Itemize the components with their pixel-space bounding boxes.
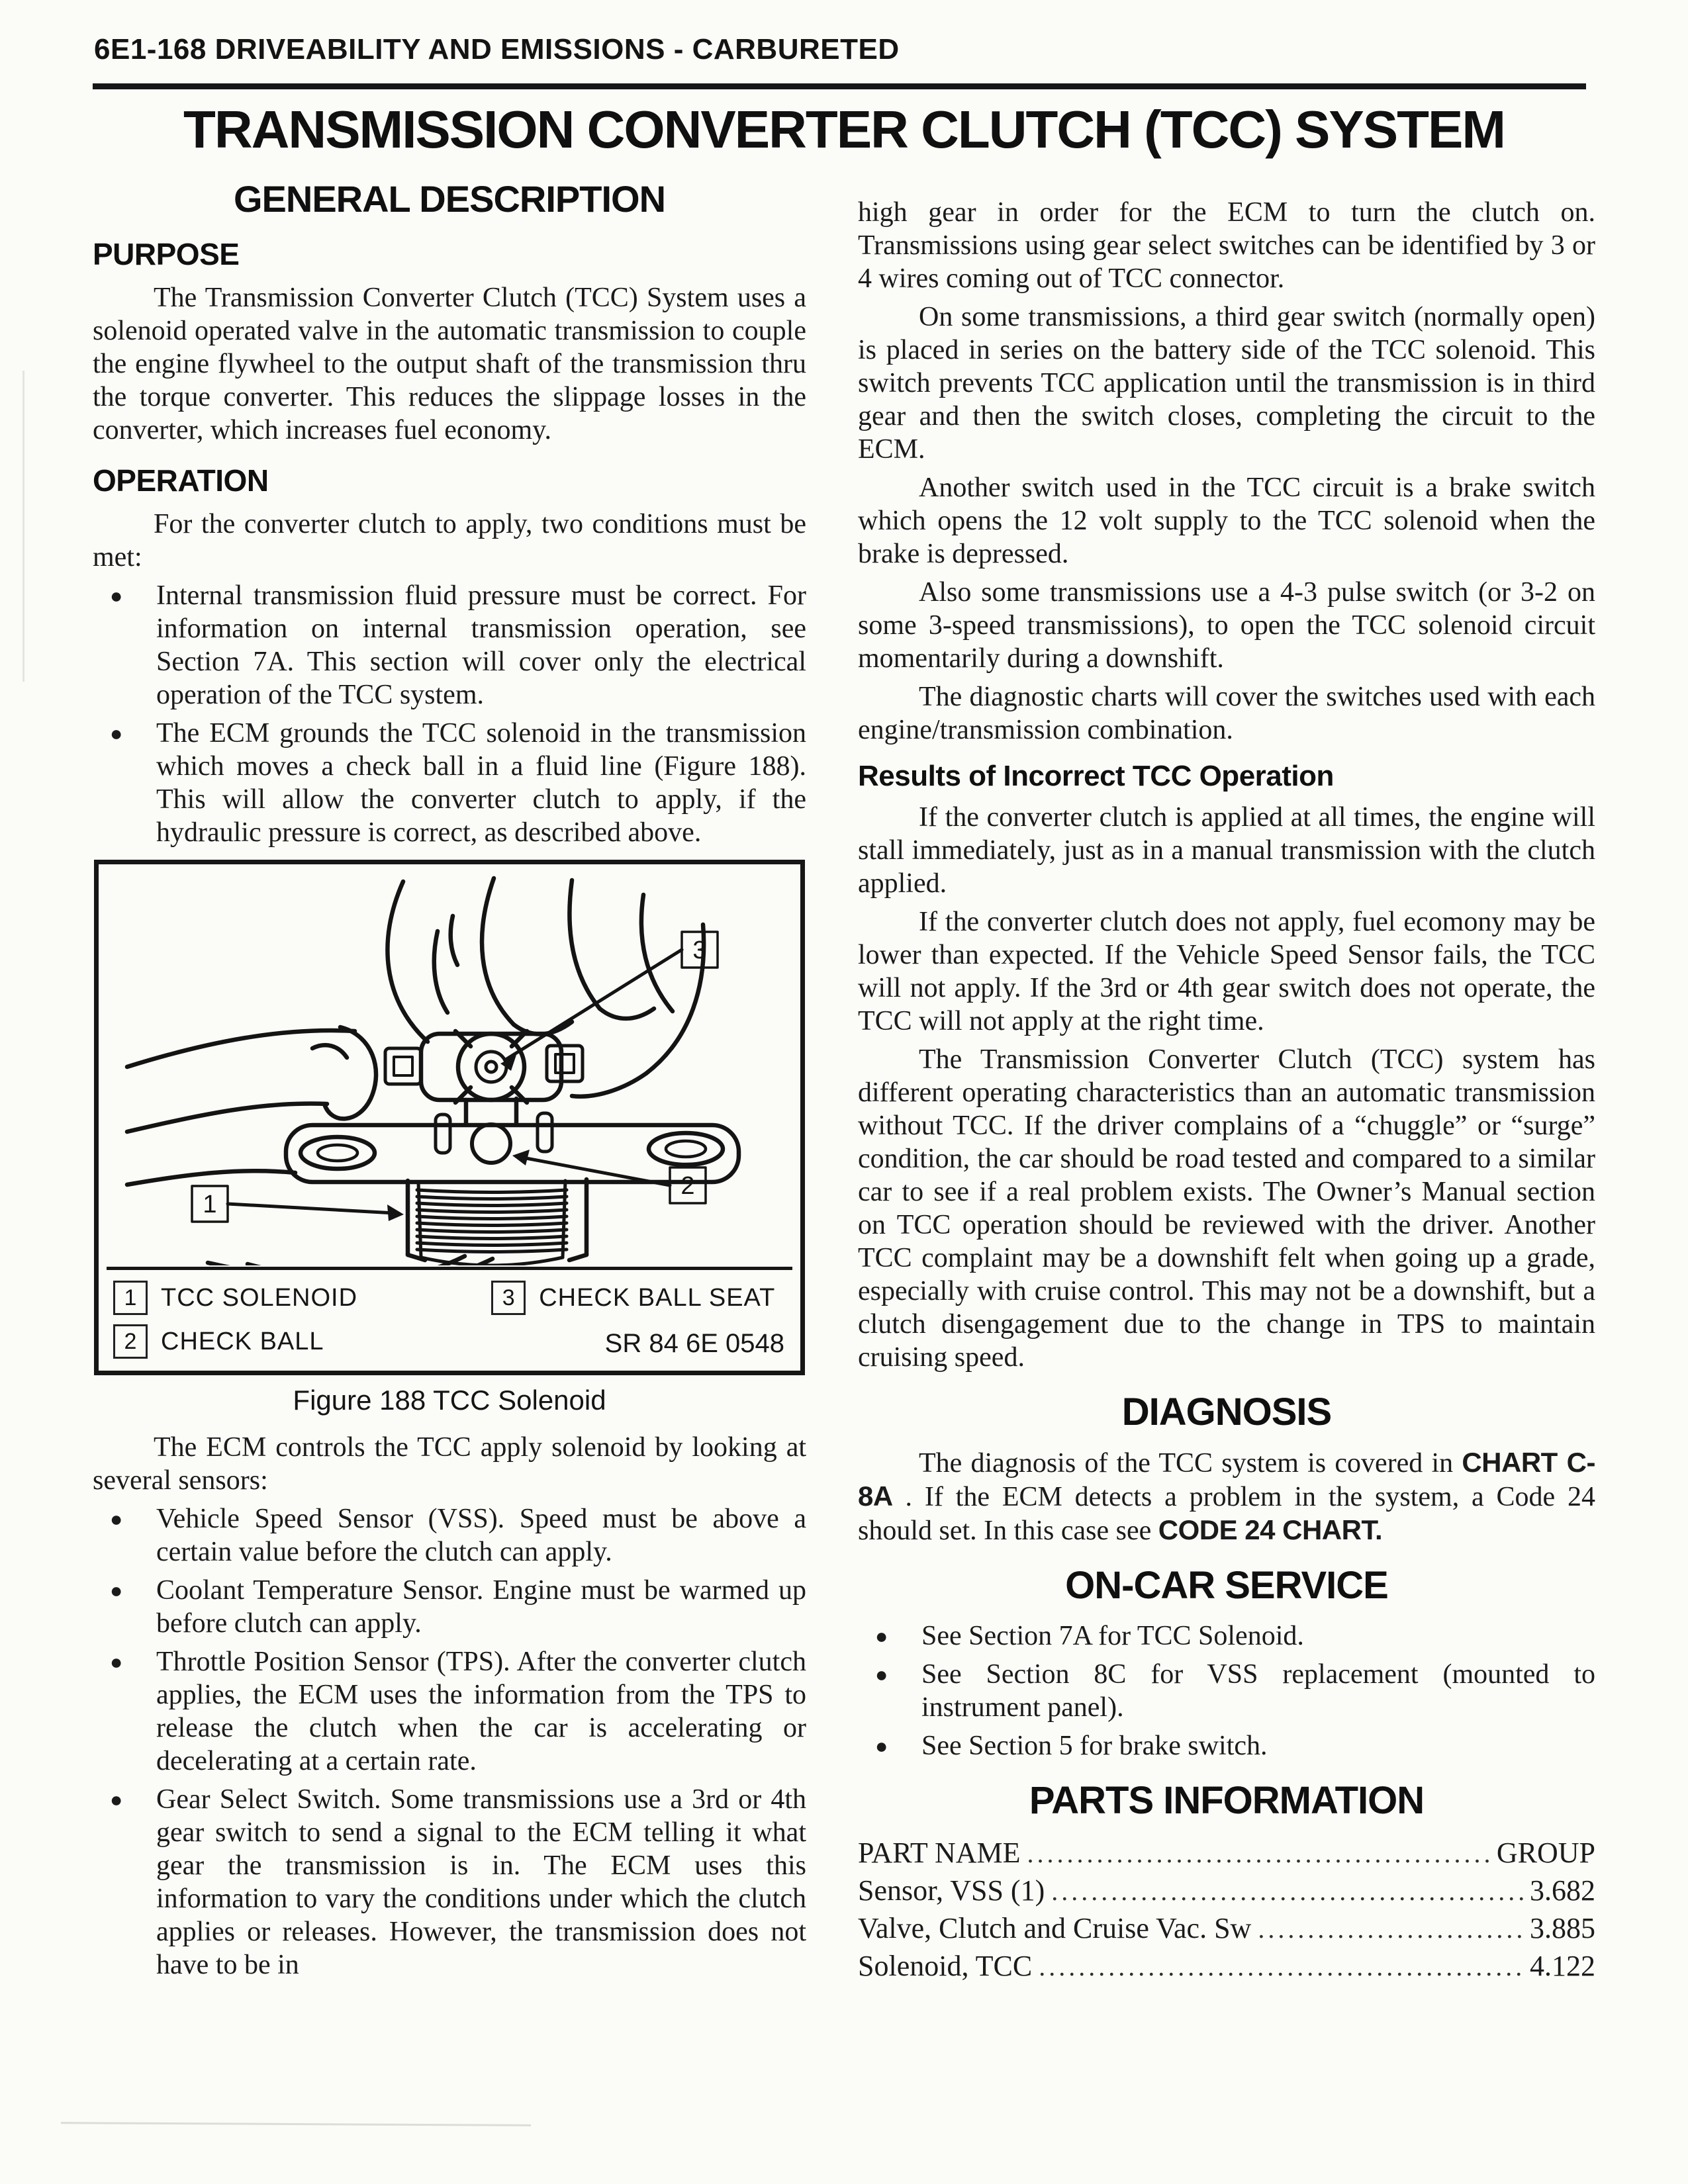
parts-information-heading: PARTS INFORMATION (1029, 1779, 1425, 1822)
list-item: ● Throttle Position Sensor (TPS). After the converter clutch applies, the ECM uses the information from the TPS to release the clutch when the car is accelerating or decelerating at a certain rate. (93, 1645, 806, 1778)
dot-leader (1051, 1872, 1523, 1910)
third-gear-switch-paragraph: On some transmissions, a third gear switch (normally open) is placed in series on the battery side of the TCC solenoid. This switch prevents TCC application until the transmission is in third gear and then the switch closes, completing the circuit to the ECM. (858, 302, 1595, 465)
page-header: 6E1-168 DRIVEABILITY AND EMISSIONS - CARBURETED (94, 33, 900, 66)
diagnostic-charts-paragraph: The diagnostic charts will cover the switches used with each engine/transmission combination. (858, 682, 1595, 745)
dot-leader (1258, 1910, 1523, 1948)
figure-188-box (94, 860, 805, 1375)
parts-header-row: PART NAME ..... GROUP (858, 1835, 1595, 1872)
legend-item: 3 CHECK BALL SEAT (491, 1281, 788, 1315)
figure-caption: Figure 188 TCC Solenoid (293, 1385, 606, 1416)
bullet-icon (93, 579, 156, 711)
coil-drawing (417, 1181, 567, 1265)
bullet-icon (858, 1658, 921, 1724)
bullet-icon (93, 1502, 156, 1569)
list-item: ● Internal transmission fluid pressure must be correct. For information on internal transmission operation, see Section 7A. This section will cover only the electrical operation of the TCC system. (93, 579, 806, 711)
callout-1: 1 (203, 1191, 217, 1218)
results-heading: Results of Incorrect TCC Operation (858, 760, 1334, 792)
list-item: ● Gear Select Switch. Some transmissions use a 3rd or 4th gear switch to send a signal to the ECM telling it what gear the transmission is in. The ECM uses this information to vary the conditions under which the clutch applies or releases. However, the transmission does not have to be in (93, 1783, 806, 1981)
figure-ref-code: SR 84 6E 0548 (604, 1329, 784, 1358)
left-column (93, 173, 806, 1987)
continuation-paragraph: high gear in order for the ECM to turn the clutch on. Transmissions using gear select switches can be identified by 3 or 4 wires coming out of TCC connector. (858, 197, 1595, 294)
characteristics-paragraph: The Transmission Converter Clutch (TCC) system has different operating characteristics than an automatic transmission without TCC. If the driver complains of a “chuggle” or “surge” condition, the car should be road tested and compared to a similar car to see if a real problem exists. The Owner’s Manual section on TCC operation should be reviewed with the driver. Another TCC complaint may be a downshift felt when going up a grade, especially with cruise control. This may not be a downshift, but a clutch disengagement due to the change in TPS to maintain cruising speed. (858, 1044, 1595, 1373)
two-column-layout (93, 173, 1595, 1987)
dot-leader (1027, 1835, 1490, 1872)
list-item: ● Vehicle Speed Sensor (VSS). Speed must be above a certain value before the clutch can apply. (93, 1502, 806, 1569)
table-row: Solenoid, TCC ..... 4.122 (858, 1948, 1595, 1985)
purpose-heading: PURPOSE (93, 237, 240, 271)
ecm-intro-paragraph: The ECM controls the TCC apply solenoid by looking at several sensors: (93, 1432, 806, 1496)
bullet-icon (858, 1729, 921, 1762)
pulse-switch-paragraph: Also some transmissions use a 4-3 pulse switch (or 3-2 on some 3-speed transmissions), to open the TCC solenoid circuit momentarily during a downshift. (858, 577, 1595, 674)
general-description-heading: GENERAL DESCRIPTION (233, 178, 666, 220)
callout-numbers (203, 936, 706, 1218)
legend-item: 2 CHECK BALL (113, 1324, 491, 1359)
check-ball-drawing (472, 1124, 510, 1163)
list-item: ● See Section 5 for brake switch. (858, 1729, 1595, 1762)
stall-paragraph: If the converter clutch is applied at all times, the engine will stall immediately, just as in a manual transmission with the clutch applied. (858, 802, 1595, 899)
list-item: ● See Section 8C for VSS replacement (mounted to instrument panel). (858, 1658, 1595, 1724)
hand-drawing (127, 878, 707, 1185)
connector-drawing (385, 1031, 583, 1124)
list-item: ● Coolant Temperature Sensor. Engine must be warmed up before clutch can apply. (93, 1574, 806, 1640)
bullet-icon (93, 1574, 156, 1640)
operation-heading: OPERATION (93, 463, 269, 498)
callout-2: 2 (680, 1172, 695, 1200)
no-apply-paragraph: If the converter clutch does not apply, fuel ecomony may be lower than expected. If the Vehicle Speed Sensor fails, the TCC will not apply. If the 3rd or 4th gear switch does not operate, the TCC will not apply at the right time. (858, 907, 1595, 1036)
bullet-icon (93, 717, 156, 849)
right-column (858, 173, 1595, 1987)
scan-artifact-line (61, 2122, 531, 2126)
code-24-chart-ref: CODE 24 CHART. (1158, 1514, 1383, 1545)
operation-intro-paragraph: For the converter clutch to apply, two conditions must be met: (93, 509, 806, 572)
callout-3: 3 (692, 936, 707, 964)
parts-table (858, 1835, 1595, 1985)
legend-item: 1 TCC SOLENOID (113, 1281, 491, 1315)
legend-number-box: 3 (491, 1281, 526, 1315)
scan-artifact-line (23, 371, 24, 682)
brake-switch-paragraph: Another switch used in the TCC circuit is a brake switch which opens the 12 volt supply to the TCC solenoid when the brake is depressed. (858, 473, 1595, 569)
header-rule (93, 83, 1586, 89)
on-car-service-heading: ON-CAR SERVICE (1065, 1564, 1388, 1607)
bullet-icon (93, 1645, 156, 1778)
legend-number-box: 1 (113, 1281, 148, 1315)
list-item: ● See Section 7A for TCC Solenoid. (858, 1619, 1595, 1653)
chart-c8a-ref: CHART C-8A (858, 1447, 1596, 1512)
bullet-icon (93, 1783, 156, 1981)
list-item: ● The ECM grounds the TCC solenoid in the transmission which moves a check ball in a fluid line (Figure 188). This will allow the converter clutch to apply, if the hydraulic pressure is correct, as described above. (93, 717, 806, 849)
wires-drawing (208, 1256, 492, 1265)
purpose-paragraph: The Transmission Converter Clutch (TCC) System uses a solenoid operated valve in the automatic transmission to couple the engine flywheel to the output shaft of the transmission thru the torque converter. This reduces the slippage losses in the converter, which increases fuel economy. (93, 283, 806, 445)
figure-illustration (104, 868, 795, 1265)
page-title: TRANSMISSION CONVERTER CLUTCH (TCC) SYSTEM (183, 100, 1505, 159)
diagnosis-heading: DIAGNOSIS (1121, 1390, 1332, 1433)
figure-legend (104, 1270, 795, 1371)
dot-leader (1039, 1948, 1523, 1985)
diagnosis-paragraph: The diagnosis of the TCC system is covered in CHART C-8A . If the ECM detects a problem in the system, a Code 24 should set. In this case see CODE 24 CHART. (858, 1447, 1596, 1546)
bullet-icon (858, 1619, 921, 1653)
legend-number-box: 2 (113, 1324, 148, 1359)
table-row: Valve, Clutch and Cruise Vac. Sw ..... 3.885 (858, 1910, 1595, 1948)
table-row: Sensor, VSS (1) ..... 3.682 (858, 1872, 1595, 1910)
